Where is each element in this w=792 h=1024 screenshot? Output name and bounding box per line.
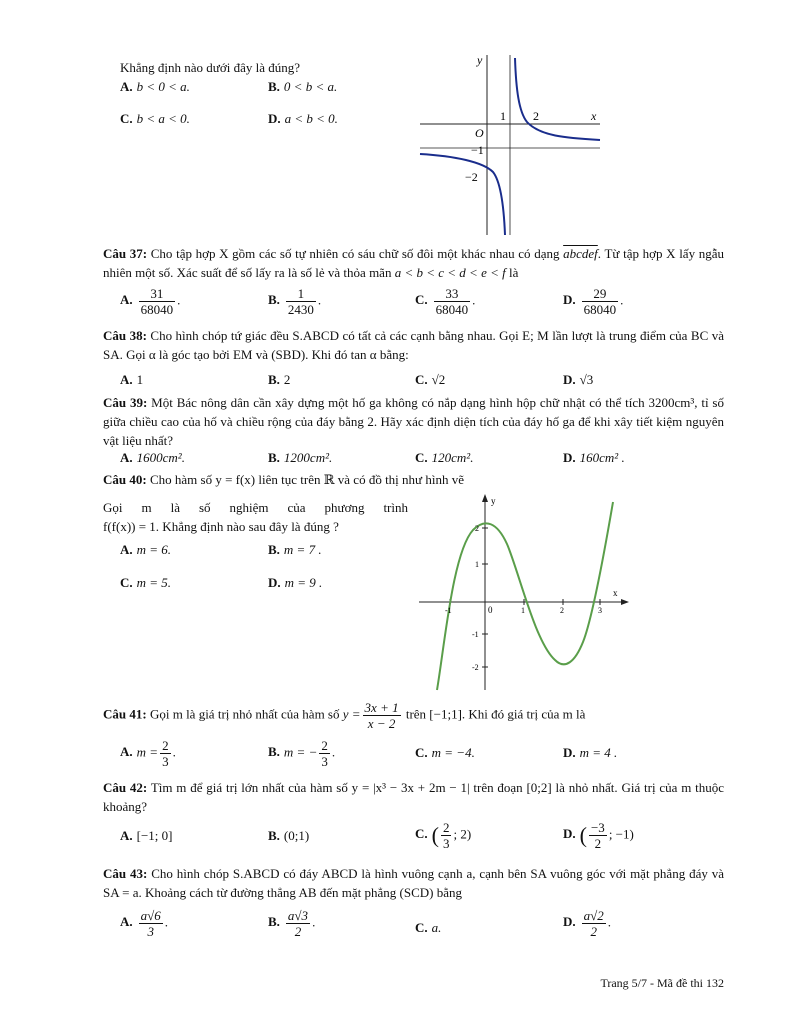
q42-option-c[interactable]: C. ( $\frac{2}{3}$ ; 2) [415,820,472,851]
q36-tick-minus1: −1 [471,143,484,157]
q42-stem: Câu 42: Tìm m để giá trị lớn nhất của hàm số y = |x³ − 3x + 2m − 1| trên đoạn [0;2] là nhỏ nhất. Giá trị của m thuộc khoảng? [103,780,725,814]
q37-option-b[interactable]: B. $\frac{1}{2430}$ . [268,286,322,317]
q39-option-a[interactable]: A. 1600cm². [120,450,185,465]
q36-y-label: y [477,53,483,67]
q40-label-y-1: 1 [475,560,479,569]
q40-stem: Câu 40: Cho hàm số y = f(x) liên tục trên ℝ và có đồ thị như hình vẽ [103,472,464,487]
q38-stem: Câu 38: Cho hình chóp tứ giác đều S.ABCD có tất cả các cạnh bằng nhau. Gọi E; M lần lượt là trung điểm của BC và SA. Gọi α là góc tạo bởi EM và (SBD). Khi đó tan α bằng: [103,328,725,362]
q38-option-b[interactable]: B. 2 [268,372,291,387]
q38-option-d[interactable]: D. √3 [563,372,594,387]
q40-stem-line3: f(f(x)) = 1. Khẳng định nào sau đây là đúng ? [103,519,339,534]
q40-label-x-3: 3 [598,606,602,615]
q43-option-b[interactable]: B. $\frac{a√3}{2}$ . [268,908,316,939]
q38-option-a[interactable]: A. 1 [120,372,144,387]
q40-label-y-minus1: -1 [472,630,479,639]
q40-label-y-minus2: -2 [472,663,479,672]
q43-option-d[interactable]: D. $\frac{a√2}{2}$ . [563,908,612,939]
q37-option-d[interactable]: D. $\frac{29}{68040}$ . [563,286,624,317]
q40-cubic-graph [415,492,630,692]
q41-stem: Câu 41: Gọi m là giá trị nhỏ nhất của hàm số y = $\frac{3x + 1}{x - 2}$ trên [−1;1]. Khi đó giá trị của m là [103,700,586,731]
q40-option-a[interactable]: A. m = 6. [120,542,172,557]
q36-curve-left-branch [420,154,505,235]
q43-option-a[interactable]: A. $\frac{a√6}{3}$ . [120,908,169,939]
q40-y-arrow [482,494,488,502]
q40-option-d[interactable]: D. m = 9 . [268,575,323,590]
q40-y-label: y [491,496,496,506]
q40-stem-line2: Gọi m là số nghiệm của phương trình [103,500,408,515]
q37-number-form: abcdef [563,246,598,261]
q38-option-c[interactable]: C. √2 [415,372,446,387]
q36-x-label: x [591,109,597,123]
q36-origin-label: O [475,126,484,140]
q40-label-y-2: 2 [475,524,479,533]
q37-stem: Câu 37: Cho tập hợp X gồm các số tự nhiên có sáu chữ số đôi một khác nhau có dạng abcdef. Từ tập hợp X lấy ngẫu nhiên một số. Xác suất để số lấy ra là số lẻ và thỏa mãn a < b < c < d < e < f là [103,246,725,280]
q37-option-a[interactable]: A. $\frac{31}{68040}$ . [120,286,181,317]
q42-option-a[interactable]: A. [−1; 0] [120,828,173,843]
q42-option-d[interactable]: D. ( $\frac{-3}{2}$ ; −1) [563,820,634,851]
q41-option-d[interactable]: D. m = 4 . [563,745,618,760]
q42-option-b[interactable]: B. (0;1) [268,828,310,843]
q37-option-c[interactable]: C. $\frac{33}{68040}$ . [415,286,476,317]
q40-option-b[interactable]: B. m = 7 . [268,542,322,557]
q36-tick-2: 2 [533,109,539,123]
q41-option-a[interactable]: A. m = $\frac{2}{3}$ . [120,738,176,769]
q41-option-c[interactable]: C. m = −4. [415,745,475,760]
q36-option-d[interactable]: D. a < b < 0. [268,111,338,126]
q40-x-label: x [613,588,618,598]
q40-label-x-minus1: -1 [445,606,452,615]
q43-stem: Câu 43: Cho hình chóp S.ABCD có đáy ABCD là hình vuông cạnh a, cạnh bên SA vuông góc với mặt phẳng đáy và SA = a. Khoảng cách từ đường thẳng AB đến mặt phẳng (SCD) bằng [103,866,724,900]
q40-function-curve [437,502,613,690]
q36-curve-right-branch [515,58,600,140]
q40-label-x-1: 1 [521,606,525,615]
q43-option-c[interactable]: C. a. [415,920,442,935]
q40-label-x-2: 2 [560,606,564,615]
q36-hyperbola-graph [415,50,605,240]
q39-option-c[interactable]: C. 120cm². [415,450,474,465]
page-footer: Trang 5/7 - Mã đề thi 132 [600,976,724,990]
q36-question: Khẳng định nào dưới đây là đúng? [120,60,300,75]
q39-stem: Câu 39: Một Bác nông dân cần xây dựng một hố ga không có nắp dạng hình hộp chữ nhật có thể tích 3200cm³, tỉ số giữa chiều cao của hố và chiều rộng của đáy bằng 2. Hãy xác định diện tích của đáy hố ga để khi xây tiết kiệm nguyên vật liệu nhất? [103,395,724,448]
q36-tick-1: 1 [500,109,506,123]
q40-x-arrow [621,599,629,605]
q41-option-b[interactable]: B. m = − $\frac{2}{3}$ . [268,738,336,769]
q40-origin-label: 0 [488,605,493,615]
q39-option-b[interactable]: B. 1200cm². [268,450,333,465]
q36-tick-minus2: −2 [465,170,478,184]
q36-option-a[interactable]: A. b < 0 < a. [120,79,190,94]
q36-option-b[interactable]: B. 0 < b < a. [268,79,338,94]
q36-option-c[interactable]: C. b < a < 0. [120,111,190,126]
q40-option-c[interactable]: C. m = 5. [120,575,172,590]
q39-option-d[interactable]: D. 160cm² . [563,450,625,465]
